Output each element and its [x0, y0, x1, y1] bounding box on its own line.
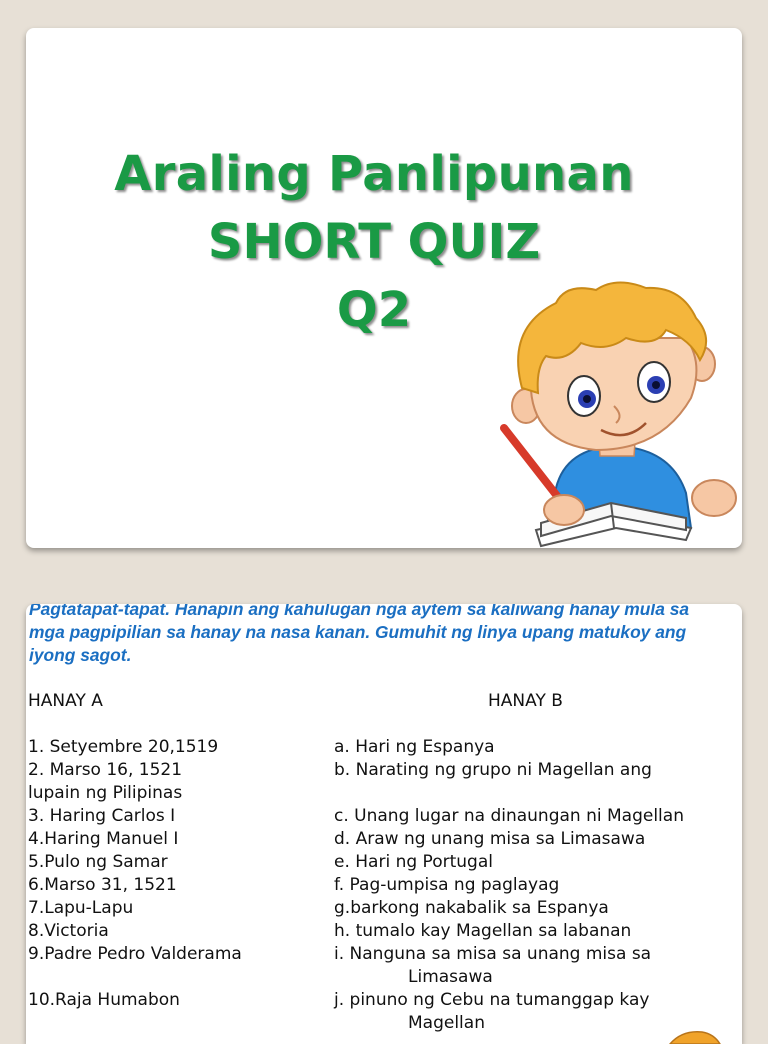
- column-a-item-continuation: lupain ng Pilipinas: [28, 783, 183, 803]
- column-a-item: 7.Lapu-Lapu: [28, 898, 134, 918]
- column-a-item: 9.Padre Pedro Valderama: [28, 944, 242, 964]
- title-line-2: SHORT QUIZ: [207, 214, 541, 270]
- column-b-item: h. tumalo kay Magellan sa labanan: [334, 921, 632, 941]
- column-b-item: g.barkong nakabalik sa Espanya: [334, 898, 609, 918]
- quiz-slide: [26, 604, 742, 1044]
- column-a-item: 1. Setyembre 20,1519: [28, 737, 219, 757]
- column-a-item: 5.Pulo ng Samar: [28, 852, 168, 872]
- column-b-item: b. Narating ng grupo ni Magellan ang: [334, 760, 652, 780]
- column-b-item: a. Hari ng Espanya: [334, 737, 495, 757]
- column-a-item: 4.Haring Manuel I: [28, 829, 179, 849]
- column-b-item: e. Hari ng Portugal: [334, 852, 493, 872]
- column-b-item: f. Pag-umpisa ng paglayag: [334, 875, 560, 895]
- column-a-item: 3. Haring Carlos I: [28, 806, 176, 826]
- column-b-item: c. Unang lugar na dinaungan ni Magellan: [334, 806, 684, 826]
- column-a-item: 10.Raja Humabon: [28, 990, 180, 1010]
- column-b-item-continuation: Magellan: [408, 1013, 485, 1033]
- boy-writing-illustration: [486, 278, 742, 548]
- title-slide: [26, 28, 742, 548]
- column-a-item: 6.Marso 31, 1521: [28, 875, 177, 895]
- column-a-header: HANAY A: [28, 691, 103, 711]
- column-b-item: j. pinuno ng Cebu na tumanggap kay: [334, 990, 650, 1010]
- column-b-item: i. Nanguna sa misa sa unang misa sa: [334, 944, 652, 964]
- column-b-item-continuation: Limasawa: [408, 967, 493, 987]
- column-a-item: 2. Marso 16, 1521: [28, 760, 183, 780]
- column-b-header: HANAY B: [488, 691, 563, 711]
- instructions-text: Pagtatapat-tapat. Hanapin ang kahulugan nga aytem sa kaliwang hanay mula sa mga pagpipilian sa hanay na nasa kanan. Gumuhit ng linya upang matukoy ang iyong sagot.: [29, 604, 690, 665]
- column-a-item: 8.Victoria: [28, 921, 109, 941]
- column-b-item: d. Araw ng unang misa sa Limasawa: [334, 829, 646, 849]
- title-line-1: Araling Panlipunan: [114, 146, 634, 202]
- title-line-3: Q2: [336, 282, 412, 338]
